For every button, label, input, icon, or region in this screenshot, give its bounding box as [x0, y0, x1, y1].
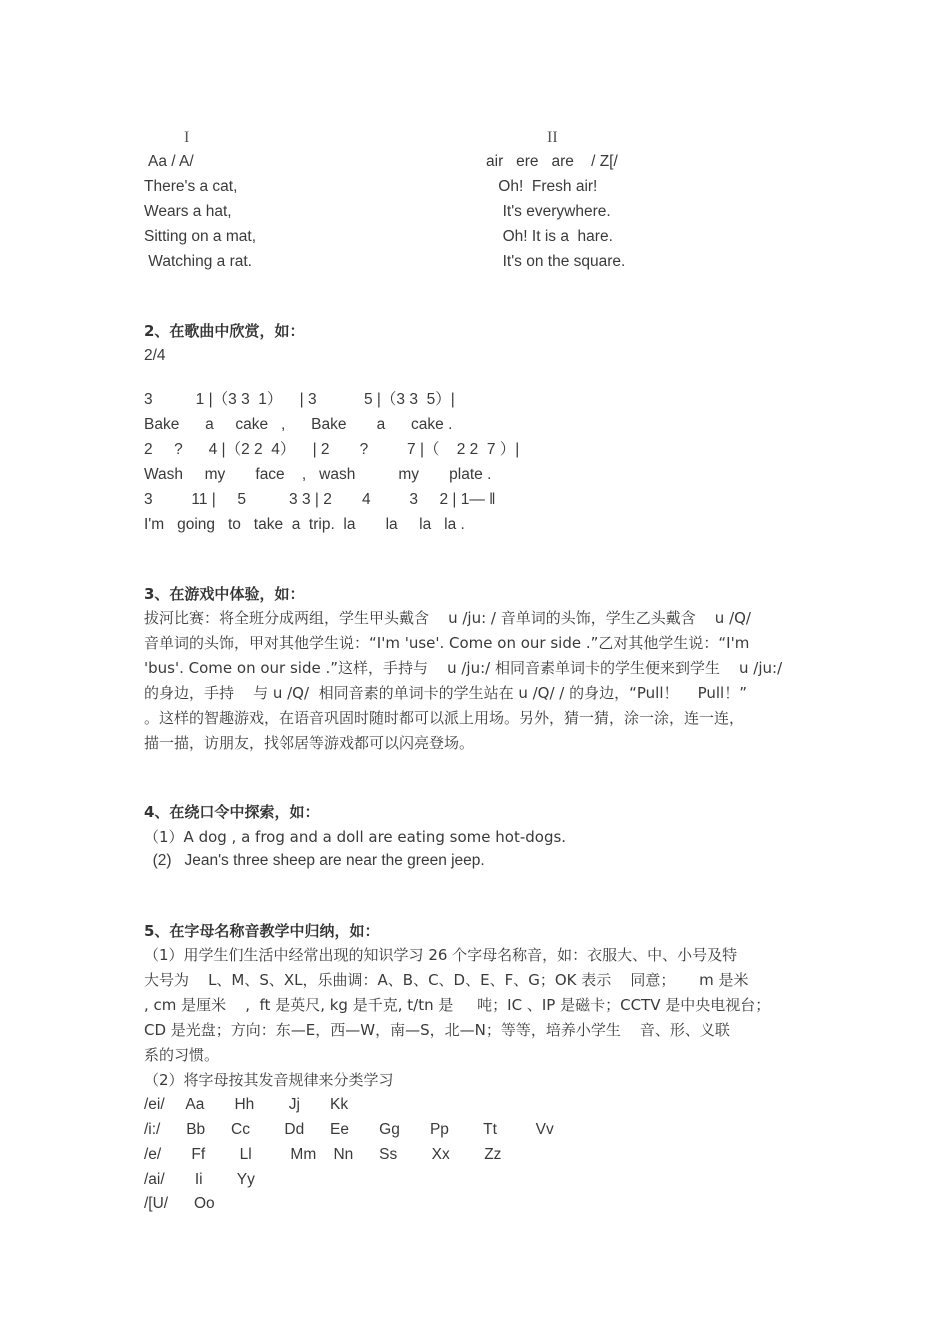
poem-col1-line: Aa / A/ — [148, 153, 194, 170]
song-line: 3 1 |（3 3 1） | 3 5 |（3 3 5）| — [144, 391, 455, 408]
tongue-twister-line: (2) Jean's three sheep are near the green jeep. — [144, 852, 485, 869]
paragraph-line: 。这样的智趣游戏，在语音巩固时随时都可以派上用场。另外，猜一猜，涂一涂，连一连， — [144, 709, 745, 727]
song-line: Bake a cake , Bake a cake . — [144, 416, 453, 433]
poem-col1-line: Wears a hat, — [144, 203, 232, 220]
poem-col1-line: Watching a rat. — [144, 253, 252, 270]
letter-group-row: /e/ Ff Ll Mm Nn Ss Xx Zz — [144, 1146, 502, 1163]
section-3-heading: 3、在游戏中体验，如： — [144, 585, 305, 603]
poem-col2-numeral: II — [547, 129, 558, 146]
letter-group-row: /ai/ Ii Yy — [144, 1171, 255, 1188]
song-line: Wash my face , wash my plate . — [144, 466, 492, 483]
paragraph-line: 描一描，访朋友，找邻居等游戏都可以闪亮登场。 — [144, 734, 475, 752]
poem-col2-line: air ere are / Z[/ — [486, 153, 618, 170]
tongue-twister-line: （1）A dog , a frog and a doll are eating some hot-dogs. — [144, 828, 567, 846]
paragraph-line: （1）用学生们生活中经常出现的知识学习 26 个字母名称音，如：衣服大、中、小号及特 — [144, 946, 738, 964]
poem-col2-line: It's everywhere. — [494, 203, 611, 220]
section-2-heading: 2、在歌曲中欣赏，如： — [144, 322, 305, 340]
paragraph-line: 的身边，手持 与 u /Q/ 相同音素的单词卡的学生站在 u /Q/ / 的身边，“Pull！ Pull！” — [144, 684, 747, 702]
paragraph-line: , cm 是厘米 , ft 是英尺, kg 是千克, t/tn 是 吨；IC 、IP 是磁卡；CCTV 是中央电视台； — [144, 996, 771, 1014]
paragraph-line: 音单词的头饰，甲对其他学生说：“I'm 'use'. Come on our side .”乙对其他学生说：“I'm — [144, 634, 750, 652]
letter-group-row: /ei/ Aa Hh Jj Kk — [144, 1096, 349, 1113]
poem-col2-line: Oh! It is a hare. — [494, 228, 613, 245]
song-line: I'm going to take a trip. la la la la . — [144, 516, 465, 533]
paragraph-line: 'bus'. Come on our side .”这样，手持与 u /ju:/ 相同音素单词卡的学生便来到学生 u /ju:/ — [144, 659, 783, 677]
letter-group-row: /[U/ Oo — [144, 1195, 215, 1212]
paragraph-line: （2）将字母按其发音规律来分类学习 — [144, 1071, 394, 1089]
paragraph-line: 系的习惯。 — [144, 1046, 220, 1064]
poem-col2-line: It's on the square. — [494, 253, 626, 270]
poem-col1-line: There's a cat, — [144, 178, 238, 195]
poem-col1-numeral: I — [184, 129, 190, 146]
poem-col1-line: Sitting on a mat, — [144, 228, 257, 245]
section-4-heading: 4、在绕口令中探索，如： — [144, 803, 320, 821]
letter-group-row: /i:/ Bb Cc Dd Ee Gg Pp Tt Vv — [144, 1121, 554, 1138]
poem-col2-line: Oh! Fresh air! — [494, 178, 598, 195]
paragraph-line: 大号为 L、M、S、XL，乐曲调：A、B、C、D、E、F、G；OK 表示 同意； m 是米 — [144, 971, 749, 989]
time-signature: 2/4 — [144, 347, 166, 364]
section-5-heading: 5、在字母名称音教学中归纳，如： — [144, 922, 380, 940]
song-line: 3 11 | 5 3 3 | 2 4 3 2 | 1— ‖ — [144, 491, 496, 508]
paragraph-line: 拔河比赛：将全班分成两组，学生甲头戴含 u /ju: / 音单词的头饰，学生乙头戴含 u /Q/ — [144, 609, 751, 627]
song-line: 2 ? 4 |（2 2 4） | 2 ? 7 |（ 2 2 7 ）| — [144, 441, 520, 458]
paragraph-line: CD 是光盘；方向：东—E，西—W，南—S，北—N；等等，培养小学生 音、形、义联 — [144, 1021, 730, 1039]
